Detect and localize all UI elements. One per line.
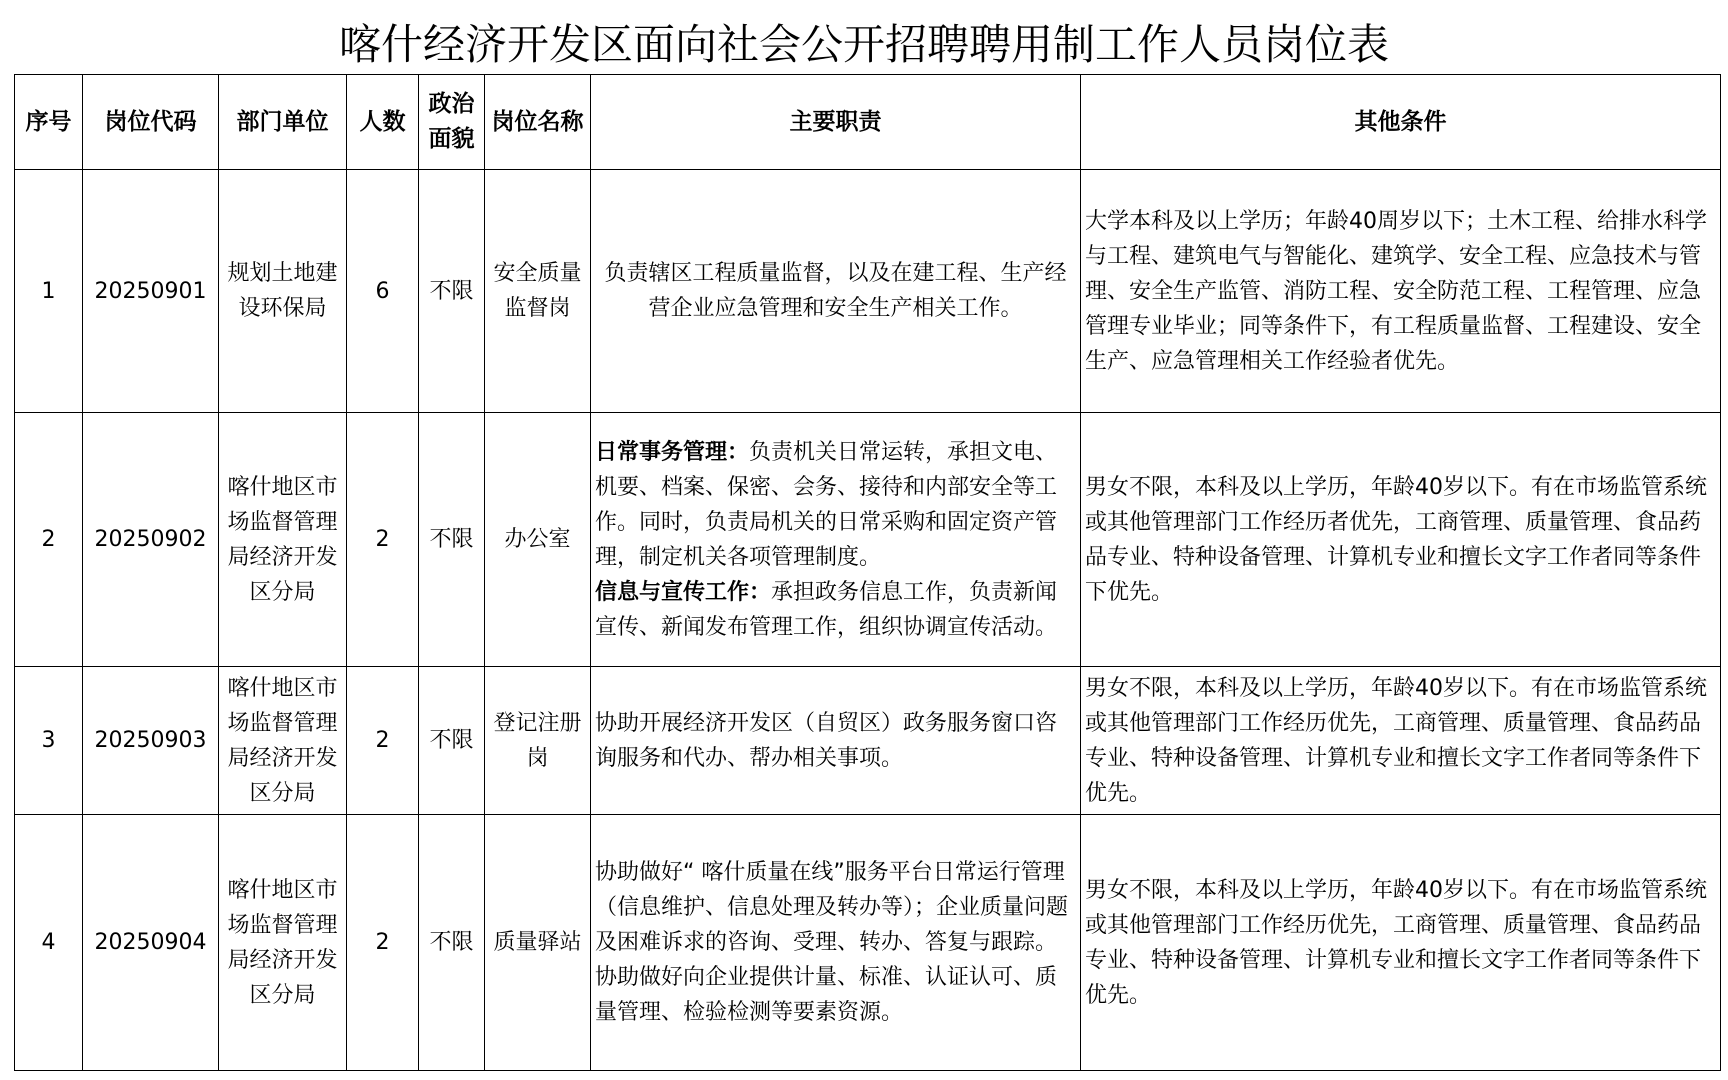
cell-code: 20250902	[83, 413, 219, 667]
cell-duties	[591, 413, 1081, 667]
cell-duties: 协助开展经济开发区（自贸区）政务服务窗口咨询服务和代办、帮办相关事项。	[591, 667, 1081, 815]
cell-count: 6	[347, 170, 419, 413]
cell-dept: 喀什地区市场监督管理局经济开发区分局	[219, 413, 347, 667]
duties-paragraph	[595, 435, 1076, 575]
table-row	[15, 170, 1721, 413]
table-row	[15, 815, 1721, 1071]
header-conditions: 其他条件	[1081, 75, 1721, 170]
cell-position: 登记注册岗	[485, 667, 591, 815]
duties-label: 日常事务管理：	[595, 439, 750, 465]
cell-political: 不限	[419, 667, 485, 815]
cell-duties: 负责辖区工程质量监督，以及在建工程、生产经营企业应急管理和安全生产相关工作。	[591, 170, 1081, 413]
header-duties: 主要职责	[591, 75, 1081, 170]
cell-conditions: 男女不限，本科及以上学历，年龄40岁以下。有在市场监管系统或其他管理部门工作经历优先，工商管理、质量管理、食品药品专业、特种设备管理、计算机专业和擅长文字工作者同等条件下优先。	[1081, 667, 1721, 815]
table-row	[15, 667, 1721, 815]
page-title: 喀什经济开发区面向社会公开招聘聘用制工作人员岗位表	[338, 20, 1389, 69]
cell-position: 安全质量监督岗	[485, 170, 591, 413]
cell-dept: 喀什地区市场监督管理局经济开发区分局	[219, 815, 347, 1071]
duties-text: 承担政务信息工作，负责新闻宣传、新闻发布管理工作，组织协调宣传活动。	[595, 579, 1058, 640]
header-seq: 序号	[15, 75, 83, 170]
cell-count: 2	[347, 667, 419, 815]
cell-position: 质量驿站	[485, 815, 591, 1071]
cell-seq: 3	[15, 667, 83, 815]
cell-seq: 2	[15, 413, 83, 667]
cell-code: 20250901	[83, 170, 219, 413]
cell-conditions: 男女不限，本科及以上学历，年龄40岁以下。有在市场监管系统或其他管理部门工作经历优先，工商管理、质量管理、食品药品专业、特种设备管理、计算机专业和擅长文字工作者同等条件下优先。	[1081, 815, 1721, 1071]
cell-seq: 4	[15, 815, 83, 1071]
cell-dept: 规划土地建设环保局	[219, 170, 347, 413]
cell-count: 2	[347, 815, 419, 1071]
cell-code: 20250904	[83, 815, 219, 1071]
header-dept: 部门单位	[219, 75, 347, 170]
cell-conditions: 大学本科及以上学历；年龄40周岁以下；土木工程、给排水科学与工程、建筑电气与智能化、建筑学、安全工程、应急技术与管理、安全生产监管、消防工程、安全防范工程、工程管理、应急管理专业毕业；同等条件下，有工程质量监督、工程建设、安全生产、应急管理相关工作经验者优先。	[1081, 170, 1721, 413]
header-row	[15, 75, 1721, 170]
duties-paragraph	[595, 575, 1076, 645]
cell-political: 不限	[419, 170, 485, 413]
cell-political: 不限	[419, 413, 485, 667]
duties-text: 负责机关日常运转，承担文电、机要、档案、保密、会务、接待和内部安全等工作。同时，负责局机关的日常采购和固定资产管理，制定机关各项管理制度。	[595, 439, 1058, 570]
header-political: 政治面貌	[419, 75, 485, 170]
cell-duties: 协助做好“ 喀什质量在线”服务平台日常运行管理（信息维护、信息处理及转办等）；企业质量问题及困难诉求的咨询、受理、转办、答复与跟踪。协助做好向企业提供计量、标准、认证认可、质量管理、检验检测等要素资源。	[591, 815, 1081, 1071]
table-row	[15, 413, 1721, 667]
cell-conditions: 男女不限，本科及以上学历，年龄40岁以下。有在市场监管系统或其他管理部门工作经历者优先，工商管理、质量管理、食品药品专业、特种设备管理、计算机专业和擅长文字工作者同等条件下优先。	[1081, 413, 1721, 667]
cell-seq: 1	[15, 170, 83, 413]
cell-political: 不限	[419, 815, 485, 1071]
positions-table	[14, 74, 1721, 1071]
header-count: 人数	[347, 75, 419, 170]
header-position: 岗位名称	[485, 75, 591, 170]
cell-count: 2	[347, 413, 419, 667]
duties-label: 信息与宣传工作：	[595, 579, 772, 605]
cell-position: 办公室	[485, 413, 591, 667]
cell-dept: 喀什地区市场监督管理局经济开发区分局	[219, 667, 347, 815]
cell-code: 20250903	[83, 667, 219, 815]
header-code: 岗位代码	[83, 75, 219, 170]
